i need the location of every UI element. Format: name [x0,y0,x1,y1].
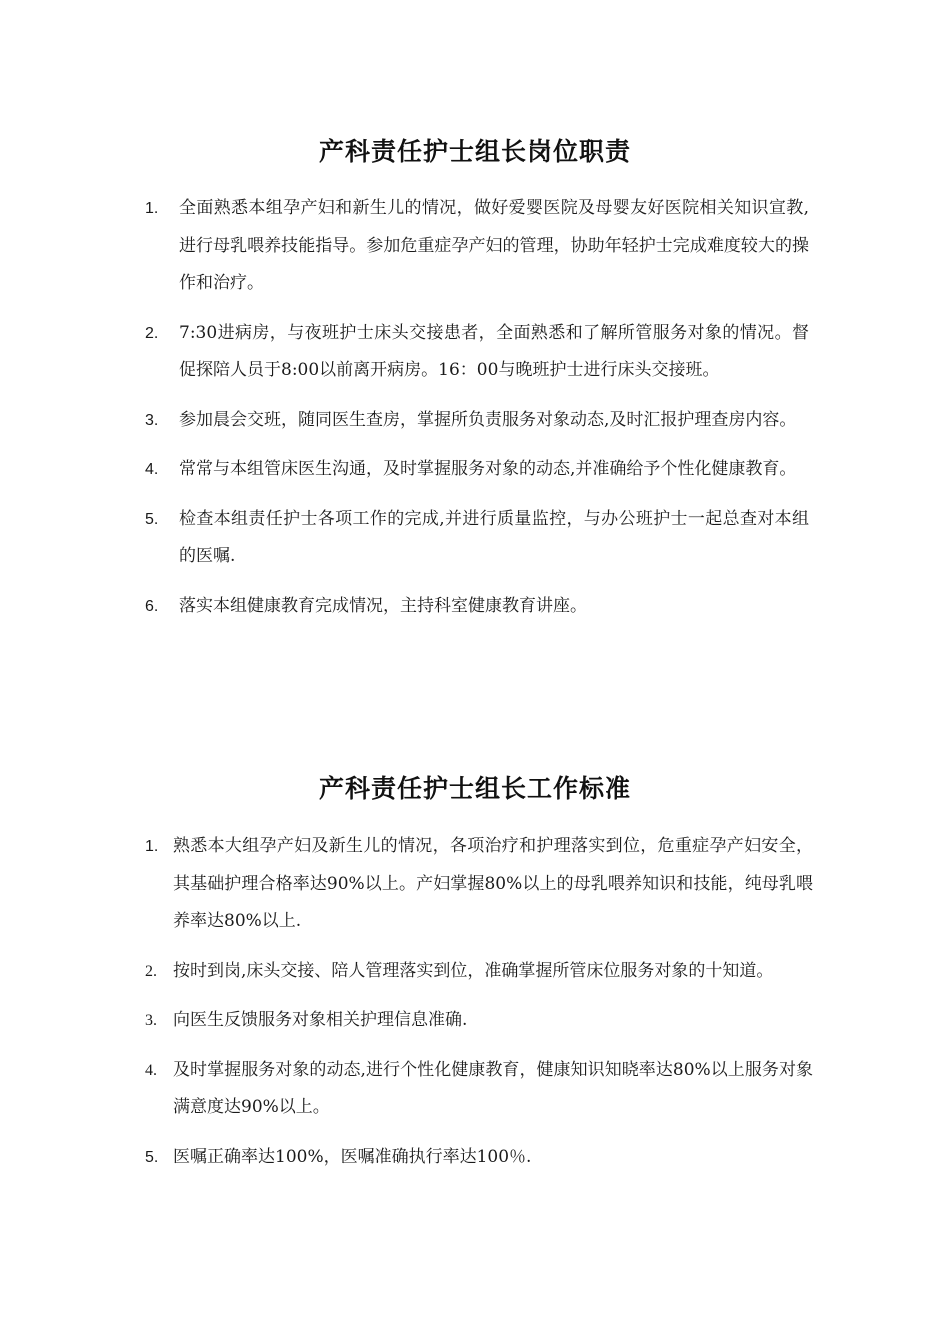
item-text: 及时掌握服务对象的动态,进行个性化健康教育，健康知识知晓率达80%以上服务对象满意度达90%以上。 [173,1059,813,1117]
list-item [0,315,809,390]
item-number: 4. [145,1061,157,1079]
standards-list [0,828,950,1188]
item-number: 1. [145,200,159,217]
item-text: 全面熟悉本组孕产妇和新生儿的情况，做好爱婴医院及母婴友好医院相关知识宣教,进行母乳喂养技能指导。参加危重症孕产妇的管理，协助年轻护士完成难度较大的操作和治疗。 [179,198,809,293]
item-number: 3. [145,411,159,429]
item-text: 向医生反馈服务对象相关护理信息准确. [173,1010,468,1030]
list-item [0,451,809,489]
section-title-standards: 产科责任护士组长工作标准 [318,774,631,803]
list-item [0,828,813,941]
item-text: 7:30进病房，与夜班护士床头交接患者，全面熟悉和了解所管服务对象的情况。督促探陪人员于8:00以前离开病房。16：00与晚班护士进行床头交接班。 [179,322,809,380]
list-item [0,1139,813,1177]
list-item [0,402,809,440]
section-title-duties: 产科责任护士组长岗位职责 [318,137,631,166]
item-text: 检查本组责任护士各项工作的完成,并进行质量监控，与办公班护士一起总查对本组的医嘱. [179,508,809,566]
item-number: 1. [145,838,159,855]
item-number: 5. [145,510,159,528]
item-number: 3. [145,1012,157,1029]
list-item [0,1002,813,1040]
list-item [0,953,813,991]
item-number: 2. [145,962,157,980]
item-number: 6. [145,597,159,615]
item-text: 参加晨会交班，随同医生查房，掌握所负责服务对象动态,及时汇报护理查房内容。 [179,409,797,430]
item-number: 4. [145,461,159,478]
item-text: 常常与本组管床医生沟通，及时掌握服务对象的动态,并准确给予个性化健康教育。 [179,459,797,479]
list-item [0,501,809,576]
list-item [0,588,809,626]
item-number: 2. [145,324,159,342]
list-item [0,1052,813,1127]
item-text: 医嘱正确率达100%，医嘱准确执行率达100％. [173,1146,532,1167]
item-text: 按时到岗,床头交接、陪人管理落实到位，准确掌握所管床位服务对象的十知道。 [173,960,774,981]
item-number: 5. [145,1148,159,1166]
list-item [0,190,809,303]
item-text: 落实本组健康教育完成情况，主持科室健康教育讲座。 [179,595,587,616]
duties-list [0,190,950,637]
item-text: 熟悉本大组孕产妇及新生儿的情况，各项治疗和护理落实到位，危重症孕产妇安全，其基础护理合格率达90%以上。产妇掌握80%以上的母乳喂养知识和技能，纯母乳喂养率达80%以上. [173,836,813,931]
